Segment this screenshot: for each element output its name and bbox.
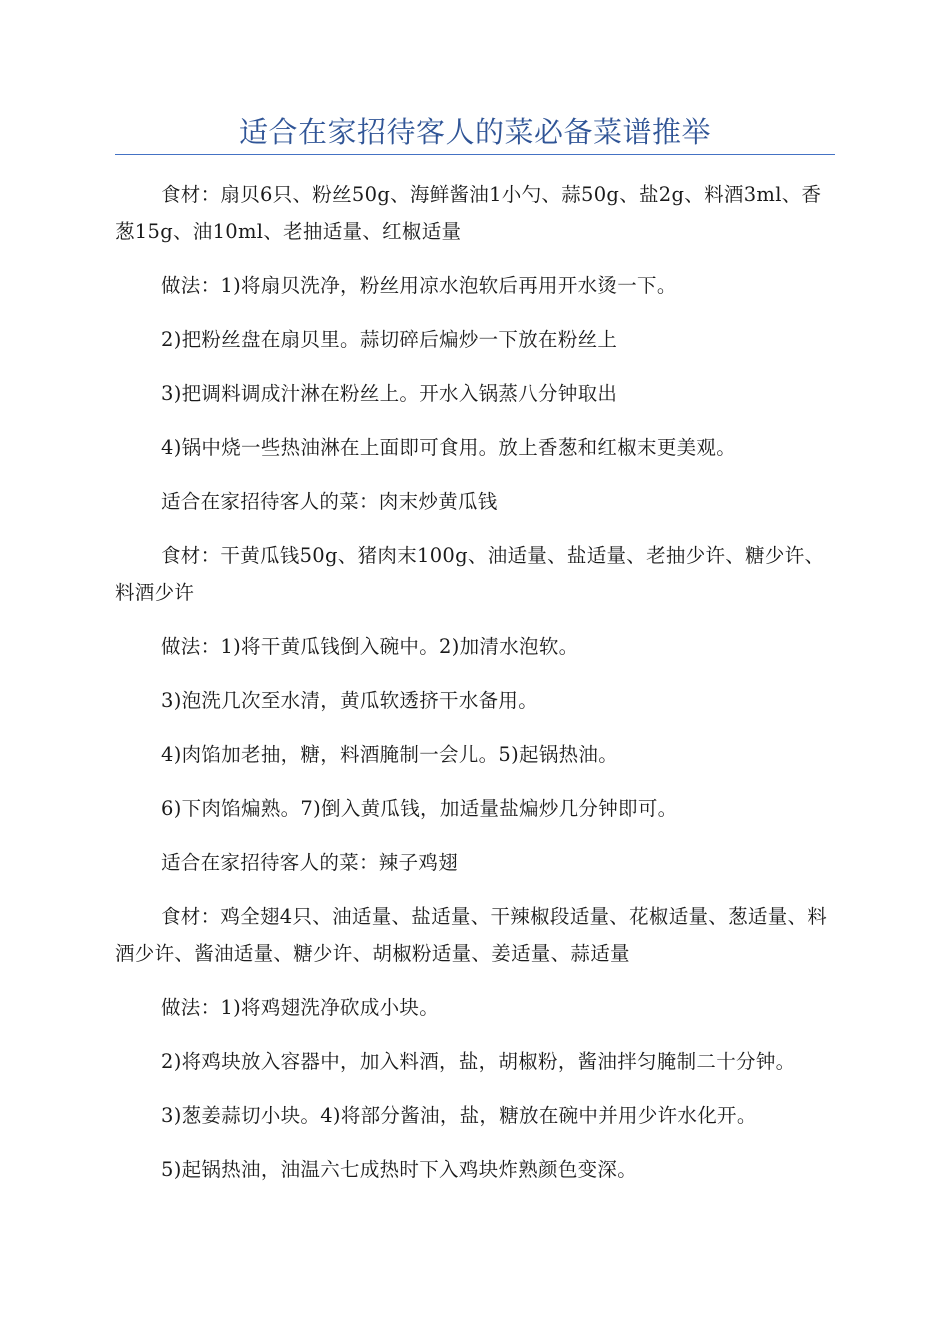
paragraph-method-cucumber-step4: 4)肉馅加老抽，糖，料酒腌制一会儿。5)起锅热油。 [161, 743, 619, 766]
paragraph-method-chicken-step1: 做法：1)将鸡翅洗净砍成小块。 [161, 996, 440, 1019]
paragraph-method-scallop-step2: 2)把粉丝盘在扇贝里。蒜切碎后煸炒一下放在粉丝上 [161, 328, 618, 351]
document-body [115, 176, 835, 1205]
paragraph-ingredients-chicken-wings: 食材：鸡全翅4只、油适量、盐适量、干辣椒段适量、花椒适量、葱适量、料酒少许、酱油适量、糖少许、胡椒粉适量、姜适量、蒜适量 [115, 905, 828, 965]
paragraph-method-scallop-step4: 4)锅中烧一些热油淋在上面即可食用。放上香葱和红椒末更美观。 [161, 436, 737, 459]
paragraph-method-cucumber-step3: 3)泡洗几次至水清，黄瓜软透挤干水备用。 [161, 689, 539, 712]
section-heading-cucumber: 适合在家招待客人的菜：肉末炒黄瓜钱 [161, 490, 498, 513]
paragraph-method-chicken-step3: 3)葱姜蒜切小块。4)将部分酱油，盐，糖放在碗中并用少许水化开。 [161, 1104, 757, 1127]
document-title: 适合在家招待客人的菜必备菜谱推举 [238, 115, 711, 149]
paragraph-ingredients-cucumber: 食材：干黄瓜钱50g、猪肉末100g、油适量、盐适量、老抽少许、糖少许、料酒少许 [115, 544, 825, 604]
paragraph-method-scallop-step1: 做法：1)将扇贝洗净，粉丝用凉水泡软后再用开水烫一下。 [161, 274, 677, 297]
paragraph-method-chicken-step2: 2)将鸡块放入容器中，加入料酒，盐，胡椒粉，酱油拌匀腌制二十分钟。 [161, 1050, 796, 1073]
paragraph-method-scallop-step3: 3)把调料调成汁淋在粉丝上。开水入锅蒸八分钟取出 [161, 382, 618, 405]
section-heading-chicken-wings: 适合在家招待客人的菜：辣子鸡翅 [161, 851, 459, 874]
title-underline [115, 154, 835, 155]
paragraph-ingredients-scallop: 食材：扇贝6只、粉丝50g、海鲜酱油1小勺、蒜50g、盐2g、料酒3ml、香葱15g、油10ml、老抽适量、红椒适量 [115, 183, 822, 243]
paragraph-method-chicken-step5: 5)起锅热油，油温六七成热时下入鸡块炸熟颜色变深。 [161, 1158, 638, 1181]
paragraph-method-cucumber-step1: 做法：1)将干黄瓜钱倒入碗中。2)加清水泡软。 [161, 635, 579, 658]
paragraph-method-cucumber-step6: 6)下肉馅煸熟。7)倒入黄瓜钱，加适量盐煸炒几分钟即可。 [161, 797, 678, 820]
